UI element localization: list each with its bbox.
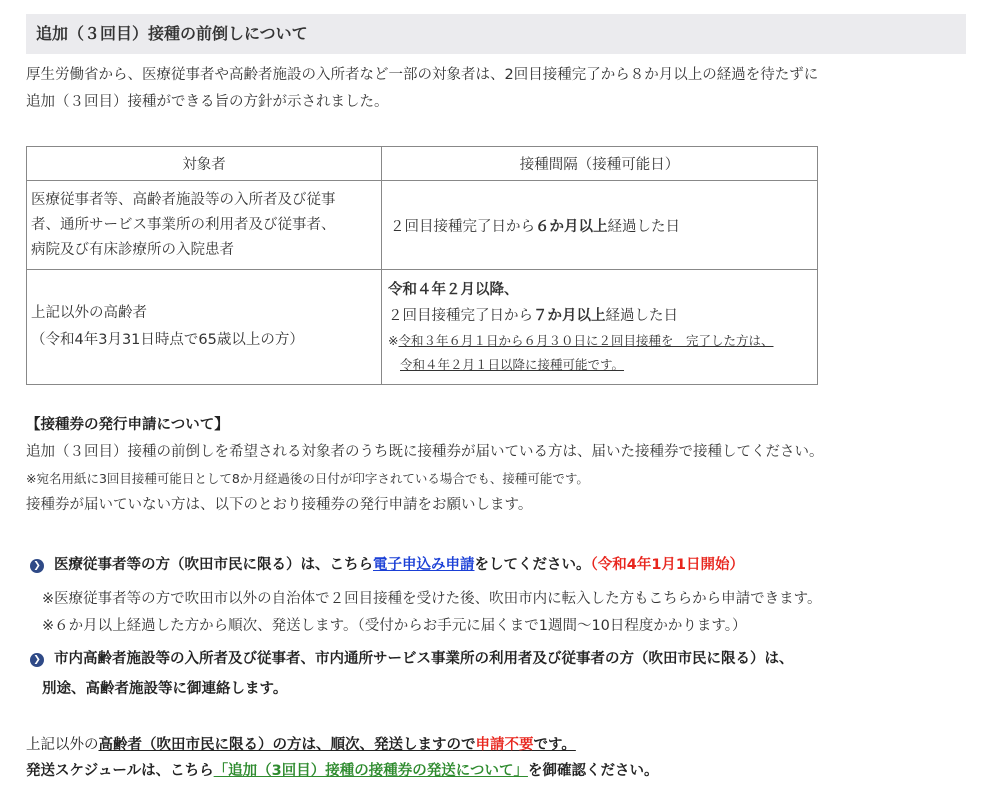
bullet-item-medical <box>30 553 744 577</box>
footer-line-1 <box>26 733 576 757</box>
row2-target-line-2: （令和4年3月31日時点で65歳以上の方） <box>31 332 304 348</box>
row2-note-text-1: 令和３年６月１日から６月３０日に２回目接種を 完了した方は、 <box>398 333 774 348</box>
bullet1-note-2: ※６か月以上経過した方から順次、発送します。（受付からお手元に届くまで1週間〜10日程度かかります。） <box>42 618 747 634</box>
bullet1-post: をしてください。 <box>474 557 591 573</box>
interval-table <box>26 146 818 385</box>
intro-paragraph <box>26 62 818 116</box>
intro-line-1: 厚生労働省から、医療従事者や高齢者施設の入所者など一部の対象者は、2回目接種完了から８か月以上の経過を待たずに <box>26 67 819 83</box>
row2-interval-post: 経過した日 <box>605 308 678 324</box>
row2-interval-bold-line: 令和４年２月以降、 <box>388 282 519 298</box>
row2-target-line-1: 上記以外の高齢者 <box>31 305 147 321</box>
voucher-note: ※宛名用紙に3回目接種可能日として8か月経過後の日付が印字されている場合でも、接種可能です。 <box>26 471 589 486</box>
table-header-row <box>27 147 818 181</box>
footer1-pre: 上記以外の <box>26 737 99 753</box>
bullet2-line-1: 市内高齢者施設等の入所者及び従事者、市内通所サービス事業所の利用者及び従事者の方（吹田市民に限る）は、 <box>54 651 794 667</box>
footer2-post: を御確認ください。 <box>527 763 659 779</box>
bullet1-start-date: （令和4年1月1日開始） <box>590 557 745 573</box>
footer1-bold: 高齢者（吹田市民に限る）の方は、順次、発送しますので <box>98 737 476 753</box>
row2-note-line-1 <box>388 329 813 353</box>
row2-interval-pre: ２回目接種完了日から <box>388 308 533 324</box>
bullet1-note-1: ※医療従事者等の方で吹田市以外の自治体で２回目接種を受けた後、吹田市内に転入した方もこちらから申請できます。 <box>42 591 822 607</box>
section-heading: 追加（３回目）接種の前倒しについて <box>26 14 966 54</box>
voucher-line-1: 追加（３回目）接種の前倒しを希望される対象者のうち既に接種券が届いている方は、届いた接種券で接種してください。 <box>26 444 824 460</box>
row1-interval-pre: ２回目接種完了日から <box>390 218 535 235</box>
header-target: 対象者 <box>27 147 382 181</box>
voucher-line-2: 接種券が届いていない方は、以下のとおり接種券の発行申請をお願いします。 <box>26 497 533 513</box>
footer2-pre: 発送スケジュールは、こちら <box>26 763 214 779</box>
footer-line-2 <box>26 759 658 783</box>
shipping-schedule-link[interactable]: 「追加（3回目）接種の接種券の発送について」 <box>213 763 528 779</box>
row2-target <box>27 270 382 385</box>
bullet-item-facility <box>30 647 794 671</box>
bullet1-text: 医療従事者等の方（吹田市民に限る）は、こちら <box>54 557 373 573</box>
row2-interval-bold: ７か月以上 <box>533 308 606 324</box>
e-application-link[interactable]: 電子申込み申請 <box>373 557 475 573</box>
table-row <box>27 270 818 385</box>
row1-interval-post: 経過した日 <box>607 218 680 235</box>
chevron-right-icon: ❯ <box>30 653 44 667</box>
row2-note-line-2 <box>388 353 813 377</box>
no-application-needed: 申請不要 <box>475 737 534 753</box>
chevron-right-icon: ❯ <box>30 559 44 573</box>
row1-target-line: 医療従事者等、高齢者施設等の入所者及び従事 <box>31 191 336 208</box>
row1-interval-bold: ６か月以上 <box>535 218 608 235</box>
bullet2-line-2: 別途、高齢者施設等に御連絡します。 <box>42 681 288 697</box>
footer1-end: です。 <box>533 737 576 753</box>
row1-target-line: 病院及び有床診療所の入院患者 <box>31 241 234 258</box>
row1-target <box>27 181 382 270</box>
row1-interval <box>382 181 818 270</box>
row2-note-mark: ※ <box>388 333 399 348</box>
header-interval: 接種間隔（接種可能日） <box>382 147 818 181</box>
voucher-title: 【接種券の発行申請について】 <box>26 417 229 433</box>
row2-interval <box>382 270 818 385</box>
footer1-underlined <box>99 737 576 753</box>
row2-interval-line <box>388 303 813 329</box>
row2-note-text-2: 令和４年２月１日以降に接種可能です。 <box>400 357 625 372</box>
intro-line-2: 追加（３回目）接種ができる旨の方針が示されました。 <box>26 94 389 110</box>
row1-target-line: 者、通所サービス事業所の利用者及び従事者、 <box>31 216 336 233</box>
table-row <box>27 181 818 270</box>
